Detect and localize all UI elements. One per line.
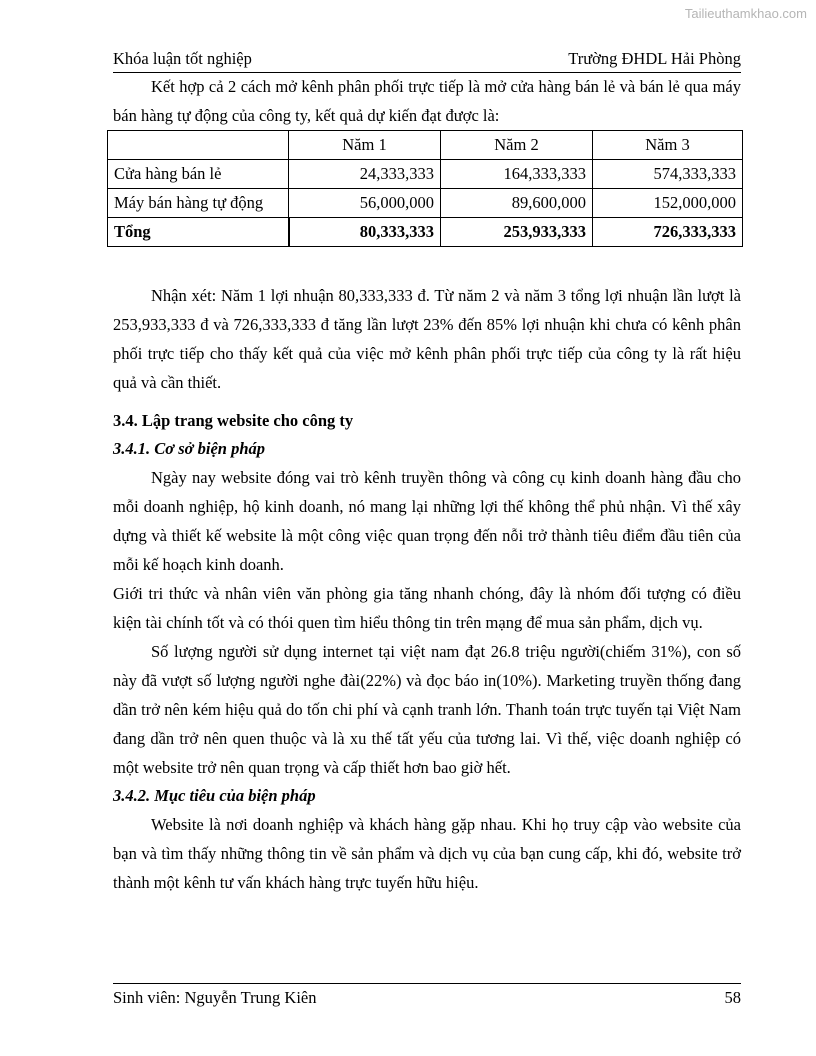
- table-row: [108, 189, 743, 218]
- table-cell: 164,333,333: [441, 160, 593, 189]
- table-header-cell: Năm 1: [289, 131, 441, 160]
- subsection-heading: 3.4.1. Cơ sở biện pháp: [113, 439, 266, 458]
- header-title: Khóa luận tốt nghiệp: [113, 49, 252, 68]
- table-total-row: [108, 218, 743, 247]
- paragraph: Số lượng người sử dụng internet tại việt nam đạt 26.8 triệu người(chiếm 31%), con số này đã vượt số lượng người nghe đài(22%) và đọc báo in(10%). Marketing truyền thống đang dần trở nên kém hiệu quả do tốn chi phí và cạnh tranh lớn. Thanh toán trực tuyến tại Việt Nam đang dần trở nên quen thuộc và là xu thế tất yếu của tương lai. Vì thế, việc doanh nghiệp có một website trở nên quan trọng và cấp thiết hơn bao giờ hết.: [113, 642, 741, 777]
- table-header-row: [108, 131, 743, 160]
- header-school: Trường ĐHDL Hải Phòng: [568, 49, 741, 68]
- paragraph: Website là nơi doanh nghiệp và khách hàng gặp nhau. Khi họ truy cập vào website của bạn và tìm thấy những thông tin về sản phẩm và dịch vụ của bạn cung cấp, khi đó, website trở thành một kênh tư vấn khách hàng trực tuyến hữu hiệu.: [113, 815, 741, 892]
- page-header: [113, 48, 741, 73]
- table-header-cell: [108, 131, 289, 160]
- table-header-cell: Năm 2: [441, 131, 593, 160]
- paragraph: Giới tri thức và nhân viên văn phòng gia tăng nhanh chóng, đây là nhóm đối tượng có điều kiện tài chính tốt và có thói quen tìm hiểu thông tin trên mạng để mua sản phẩm, dịch vụ.: [113, 584, 741, 632]
- intro-paragraph: Kết hợp cả 2 cách mở kênh phân phối trực tiếp là mở cửa hàng bán lẻ và bán lẻ qua máy bán hàng tự động của công ty, kết quả dự kiến đạt được là:: [113, 77, 741, 125]
- table-cell: 574,333,333: [593, 160, 743, 189]
- table-cell: 24,333,333: [289, 160, 441, 189]
- table-header-cell: Năm 3: [593, 131, 743, 160]
- table-cell: 726,333,333: [593, 218, 743, 247]
- results-table: [107, 130, 743, 247]
- table-cell: 89,600,000: [441, 189, 593, 218]
- comment-paragraph: Nhận xét: Năm 1 lợi nhuận 80,333,333 đ. Từ năm 2 và năm 3 tổng lợi nhuận lần lượt là 253,933,333 đ và 726,333,333 đ tăng lần lượt 23% đến 85% lợi nhuận khi chưa có kênh phân phối trực tiếp cho thấy kết quả của việc mở kênh phân phối trực tiếp của công ty là rất hiệu quả và cần thiết.: [113, 286, 741, 392]
- row-label: Tổng: [108, 218, 289, 247]
- table-cell: 253,933,333: [441, 218, 593, 247]
- page-content: [113, 72, 741, 897]
- footer-student: Sinh viên: Nguyễn Trung Kiên: [113, 988, 317, 1007]
- page-footer: [113, 983, 741, 1012]
- section-heading: 3.4. Lập trang website cho công ty: [113, 411, 354, 430]
- row-label: Máy bán hàng tự động: [108, 189, 289, 218]
- table-row: [108, 160, 743, 189]
- table-cell: 80,333,333: [289, 218, 441, 247]
- row-label: Cửa hàng bán lẻ: [108, 160, 289, 189]
- watermark: Tailieuthamkhao.com: [684, 6, 807, 21]
- table-cell: 56,000,000: [289, 189, 441, 218]
- table-cell: 152,000,000: [593, 189, 743, 218]
- paragraph: Ngày nay website đóng vai trò kênh truyền thông và công cụ kinh doanh hàng đầu cho mỗi doanh nghiệp, hộ kinh doanh, nó mang lại những lợi thế không thể phủ nhận. Vì thế xây dựng và thiết kế website là một công việc quan trọng đến nỗi trở thành tiêu điểm đầu tiên của mỗi kế hoạch kinh doanh.: [113, 468, 741, 574]
- subsection-heading: 3.4.2. Mục tiêu của biện pháp: [113, 786, 316, 805]
- page-number: 58: [724, 988, 741, 1007]
